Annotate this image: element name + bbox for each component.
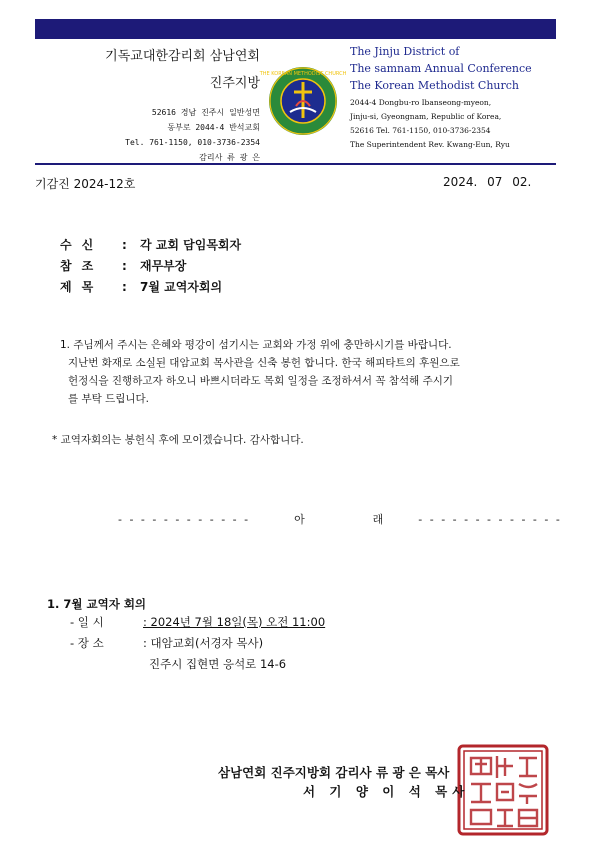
english-address-2: Jinju-si, Gyeongnam, Republic of Korea, [350, 112, 502, 121]
meta-value: 각 교회 담임목회자 [140, 238, 242, 252]
phone-number: Tel. 761-1150, 010-3736-2354 [125, 138, 260, 147]
date-label: - 일 시 [70, 615, 104, 629]
header-korean-block [40, 45, 260, 165]
header-rule [35, 163, 556, 165]
address-line-2: 동부로 2044-4 반석교회 [167, 123, 260, 132]
church-logo-icon [259, 66, 347, 136]
english-line-2: The samnam Annual Conference [350, 62, 532, 75]
meta-row-subject: 제목 : 7월 교역자회의 [60, 280, 223, 294]
signature-line-1: 삼남연회 진주지방회 감리사 류 광 은 목사 [218, 765, 450, 780]
meta-value: 7월 교역자회의 [140, 280, 223, 294]
superintendent-name: 감리사 류 광 은 [199, 153, 260, 162]
paragraph-line: 지난번 화재로 소실된 대암교회 목사관을 신축 봉헌 합니다. 한국 해피타트의 후원으로 [68, 357, 460, 369]
section-divider: - - - - - - - - - - - - 아 래 - - - - - - - - - - - - - [118, 513, 562, 526]
meta-value: 재무부장 [140, 259, 187, 273]
official-seal-icon [457, 744, 549, 836]
header-top-bar [35, 19, 556, 39]
place-label: - 장 소 [70, 636, 104, 650]
meta-key: 제목 [60, 280, 104, 294]
item-title: 1. 7월 교역자 회의 [47, 597, 147, 611]
date-value: : 2024년 7월 18일(목) 오전 11:00 [143, 615, 326, 629]
address-line-1: 52616 경남 진주시 일반성면 [151, 108, 260, 117]
place-address: 진주시 집현면 응석로 14-6 [149, 657, 287, 671]
english-line-1: The Jinju District of [350, 45, 460, 58]
signature-line-2: 서 기 양 이 석 목사 [303, 784, 470, 799]
body-paragraph-2: * 교역자회의는 봉헌식 후에 모이겠습니다. 감사합니다. [52, 434, 304, 446]
logo-text: THE KOREAN METHODIST CHURCH [259, 71, 347, 77]
paragraph-line: 를 부탁 드립니다. [68, 393, 150, 405]
meta-row-reference: 참조 : 재무부장 [60, 259, 187, 273]
english-superintendent: The Superintendent Rev. Kwang-Eun, Ryu [350, 140, 510, 149]
document-date: 2024. 07 02. [443, 175, 532, 189]
document-number: 기감진 2024-12호 [35, 177, 136, 191]
meta-key: 참조 [60, 259, 104, 273]
meta-key: 수신 [60, 238, 104, 252]
place-value: : 대암교회(서경자 목사) [143, 636, 264, 650]
header-english-block [350, 43, 565, 152]
district-name: 진주지방 [209, 76, 260, 91]
meta-row-recipient: 수신 : 각 교회 담임목회자 [60, 238, 242, 252]
body-paragraph-1 [60, 336, 560, 408]
english-address-1: 2044-4 Dongbu-ro Ibanseong-myeon, [350, 98, 492, 107]
english-address-3: 52616 Tel. 761-1150, 010-3736-2354 [350, 126, 491, 135]
paragraph-line: 1. 주님께서 주시는 은혜와 평강이 섬기시는 교회와 가정 위에 충만하시기를 바랍니다. [60, 339, 452, 351]
english-line-3: The Korean Methodist Church [350, 79, 519, 92]
paragraph-line: 헌정식을 진행하고자 하오니 바쁘시더라도 목회 일정을 조정하셔서 꼭 참석해 주시기 [68, 375, 454, 387]
org-name: 기독교대한감리회 삼남연회 [105, 49, 260, 64]
